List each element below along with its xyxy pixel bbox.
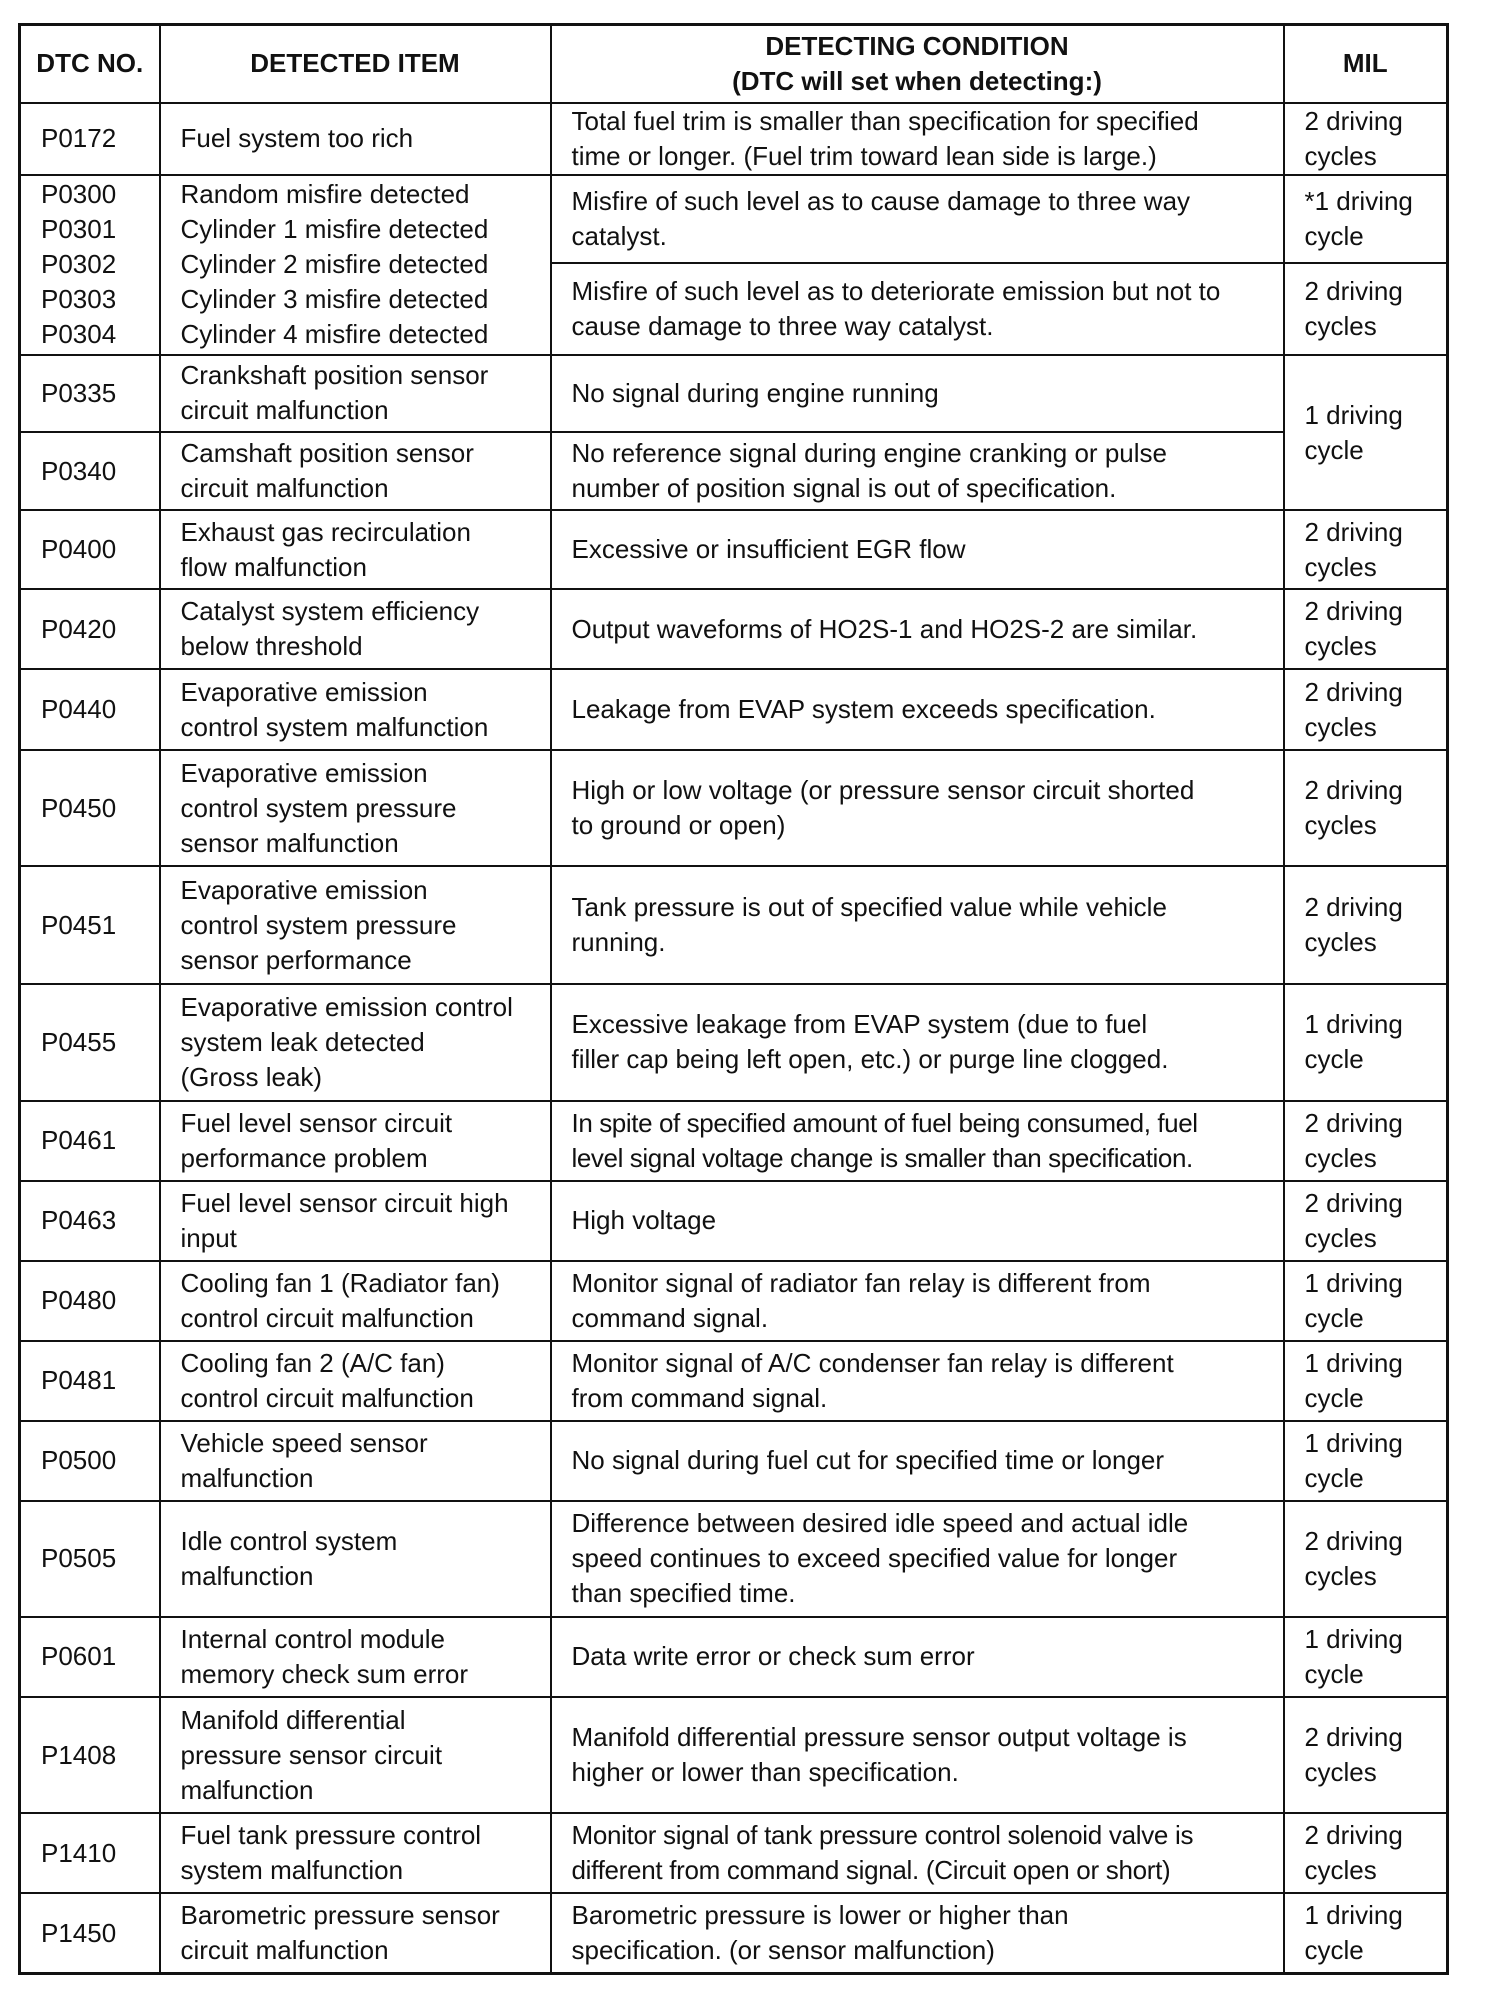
table-row xyxy=(20,1697,1448,1813)
header-detected-item: DETECTED ITEM xyxy=(160,25,551,103)
detected-item: Fuel tank pressure control system malfunction xyxy=(160,1813,551,1893)
dtc-code: P0335 xyxy=(20,355,160,432)
detecting-condition: High voltage xyxy=(551,1181,1284,1261)
mil-value: 2 driving cycles xyxy=(1284,263,1448,355)
detecting-condition: Monitor signal of radiator fan relay is different from command signal. xyxy=(551,1261,1284,1341)
detected-item: Idle control system malfunction xyxy=(160,1501,551,1617)
table-row xyxy=(20,1893,1448,1973)
mil-value: 1 driving cycle xyxy=(1284,1893,1448,1973)
dtc-code: P0500 xyxy=(20,1421,160,1501)
table-row xyxy=(20,510,1448,589)
detecting-condition: Misfire of such level as to cause damage to three way catalyst. xyxy=(551,175,1284,262)
table-row xyxy=(20,984,1448,1100)
table-row xyxy=(20,1501,1448,1617)
dtc-code: P0451 xyxy=(20,866,160,984)
detecting-condition: In spite of specified amount of fuel being consumed, fuel level signal voltage change is smaller than specification. xyxy=(551,1101,1284,1181)
detected-item: Fuel level sensor circuit high input xyxy=(160,1181,551,1261)
table-row xyxy=(20,589,1448,669)
detected-item: Evaporative emission control system pressure sensor malfunction xyxy=(160,750,551,865)
mil-value: 2 driving cycles xyxy=(1284,866,1448,984)
detecting-condition: Total fuel trim is smaller than specification for specified time or longer. (Fuel trim toward lean side is large.) xyxy=(551,103,1284,176)
detected-item: Fuel system too rich xyxy=(160,103,551,176)
header-mil: MIL xyxy=(1284,25,1448,103)
table-row xyxy=(20,432,1448,511)
dtc-code: P1410 xyxy=(20,1813,160,1893)
mil-value: 1 driving cycle xyxy=(1284,1421,1448,1501)
mil-value: 2 driving cycles xyxy=(1284,1697,1448,1813)
table-row xyxy=(20,1341,1448,1421)
dtc-table xyxy=(18,23,1449,1975)
mil-value: 1 driving cycle xyxy=(1284,1341,1448,1421)
dtc-code: P0480 xyxy=(20,1261,160,1341)
detecting-condition: Excessive or insufficient EGR flow xyxy=(551,510,1284,589)
dtc-code: P0440 xyxy=(20,669,160,750)
detected-item: Barometric pressure sensor circuit malfunction xyxy=(160,1893,551,1973)
dtc-code: P1408 xyxy=(20,1697,160,1813)
dtc-code: P1450 xyxy=(20,1893,160,1973)
table-row xyxy=(20,1421,1448,1501)
mil-value: 2 driving cycles xyxy=(1284,1501,1448,1617)
detecting-condition: Difference between desired idle speed and actual idle speed continues to exceed specified value for longer than specified time. xyxy=(551,1501,1284,1617)
mil-value: 2 driving cycles xyxy=(1284,1181,1448,1261)
dtc-code: P0461 xyxy=(20,1101,160,1181)
mil-value: 2 driving cycles xyxy=(1284,1813,1448,1893)
detecting-condition: Data write error or check sum error xyxy=(551,1617,1284,1697)
detected-item: Manifold differential pressure sensor circuit malfunction xyxy=(160,1697,551,1813)
detecting-condition: Excessive leakage from EVAP system (due to fuel filler cap being left open, etc.) or purge line clogged. xyxy=(551,984,1284,1100)
dtc-code: P0601 xyxy=(20,1617,160,1697)
detected-item: Evaporative emission control system pressure sensor performance xyxy=(160,866,551,984)
detected-item: Internal control module memory check sum error xyxy=(160,1617,551,1697)
header-detecting-condition: DETECTING CONDITION (DTC will set when detecting:) xyxy=(551,25,1284,103)
detected-item: Crankshaft position sensor circuit malfunction xyxy=(160,355,551,432)
table-row xyxy=(20,1181,1448,1261)
mil-value: 2 driving cycles xyxy=(1284,1101,1448,1181)
table-row xyxy=(20,1813,1448,1893)
table-row xyxy=(20,1617,1448,1697)
detected-item: Random misfire detected Cylinder 1 misfire detected Cylinder 2 misfire detected Cylinder 3 misfire detected Cylinder 4 misfire detected xyxy=(160,175,551,354)
detected-item: Evaporative emission control system leak detected (Gross leak) xyxy=(160,984,551,1100)
table-row xyxy=(20,175,1448,262)
mil-value: 1 driving cycle xyxy=(1284,984,1448,1100)
table-row xyxy=(20,750,1448,865)
detecting-condition: Misfire of such level as to deteriorate emission but not to cause damage to three way catalyst. xyxy=(551,263,1284,355)
header-row xyxy=(20,25,1448,103)
mil-value: 2 driving cycles xyxy=(1284,103,1448,176)
dtc-code: P0463 xyxy=(20,1181,160,1261)
dtc-code: P0481 xyxy=(20,1341,160,1421)
detecting-condition: Leakage from EVAP system exceeds specification. xyxy=(551,669,1284,750)
table-row xyxy=(20,866,1448,984)
mil-value: 1 driving cycle xyxy=(1284,1261,1448,1341)
detecting-condition: Tank pressure is out of specified value while vehicle running. xyxy=(551,866,1284,984)
mil-value: 1 driving cycle xyxy=(1284,355,1448,511)
detecting-condition: Manifold differential pressure sensor output voltage is higher or lower than specification. xyxy=(551,1697,1284,1813)
detected-item: Cooling fan 1 (Radiator fan) control circuit malfunction xyxy=(160,1261,551,1341)
table-row xyxy=(20,1101,1448,1181)
detected-item: Fuel level sensor circuit performance problem xyxy=(160,1101,551,1181)
dtc-code: P0450 xyxy=(20,750,160,865)
dtc-code: P0400 xyxy=(20,510,160,589)
mil-value: 2 driving cycles xyxy=(1284,669,1448,750)
detecting-condition: Monitor signal of tank pressure control solenoid valve is different from command signal. (Circuit open or short) xyxy=(551,1813,1284,1893)
dtc-code: P0505 xyxy=(20,1501,160,1617)
table-row xyxy=(20,103,1448,176)
table-row xyxy=(20,355,1448,432)
dtc-code: P0300 P0301 P0302 P0303 P0304 xyxy=(20,175,160,354)
mil-value: 2 driving cycles xyxy=(1284,589,1448,669)
detecting-condition: No signal during engine running xyxy=(551,355,1284,432)
detecting-condition: Monitor signal of A/C condenser fan relay is different from command signal. xyxy=(551,1341,1284,1421)
dtc-code: P0420 xyxy=(20,589,160,669)
dtc-code: P0455 xyxy=(20,984,160,1100)
detected-item: Camshaft position sensor circuit malfunction xyxy=(160,432,551,511)
dtc-code: P0340 xyxy=(20,432,160,511)
dtc-code: P0172 xyxy=(20,103,160,176)
header-dtc-no: DTC NO. xyxy=(20,25,160,103)
detected-item: Cooling fan 2 (A/C fan) control circuit malfunction xyxy=(160,1341,551,1421)
detecting-condition: No signal during fuel cut for specified time or longer xyxy=(551,1421,1284,1501)
detecting-condition: No reference signal during engine cranking or pulse number of position signal is out of specification. xyxy=(551,432,1284,511)
mil-value: *1 driving cycle xyxy=(1284,175,1448,262)
detecting-condition: High or low voltage (or pressure sensor circuit shorted to ground or open) xyxy=(551,750,1284,865)
detected-item: Vehicle speed sensor malfunction xyxy=(160,1421,551,1501)
mil-value: 2 driving cycles xyxy=(1284,510,1448,589)
detected-item: Evaporative emission control system malfunction xyxy=(160,669,551,750)
table-row xyxy=(20,669,1448,750)
detected-item: Catalyst system efficiency below threshold xyxy=(160,589,551,669)
mil-value: 1 driving cycle xyxy=(1284,1617,1448,1697)
table-row xyxy=(20,1261,1448,1341)
detecting-condition: Output waveforms of HO2S-1 and HO2S-2 are similar. xyxy=(551,589,1284,669)
mil-value: 2 driving cycles xyxy=(1284,750,1448,865)
detected-item: Exhaust gas recirculation flow malfunction xyxy=(160,510,551,589)
detecting-condition: Barometric pressure is lower or higher than specification. (or sensor malfunction) xyxy=(551,1893,1284,1973)
